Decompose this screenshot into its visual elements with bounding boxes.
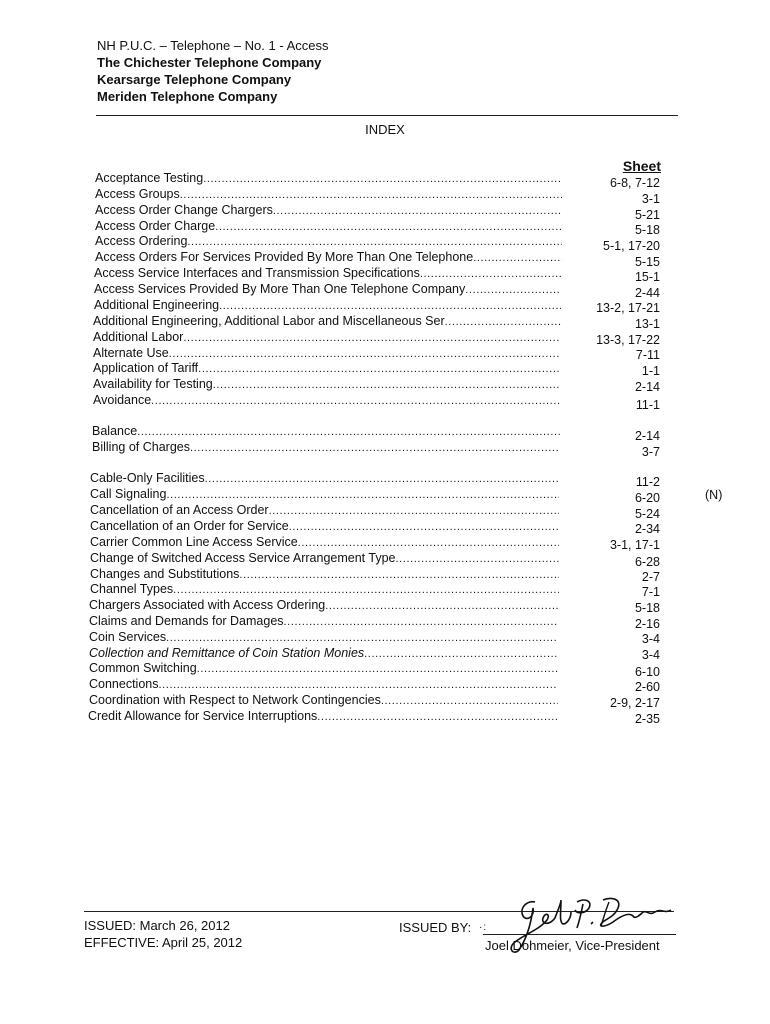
entry-sheet: 2-7: [641, 570, 660, 584]
index-entry: [90, 470, 559, 486]
company-name-kearsarge: Kearsarge Telephone Company: [97, 72, 292, 87]
entry-sheet: 6-20: [634, 491, 660, 505]
entry-sheet: 1-1: [641, 364, 660, 378]
index-entry: [95, 170, 562, 186]
dot-leader: [197, 662, 558, 676]
index-entry: [92, 423, 560, 439]
dot-leader: [151, 394, 561, 408]
entry-label: Acceptance Testing: [95, 171, 204, 185]
dot-leader: [166, 631, 558, 645]
entry-sheet: 13-2, 17-21: [596, 301, 660, 315]
entry-sheet: 7-1: [641, 585, 660, 599]
index-entry: [93, 345, 561, 361]
entry-sheet: 5-18: [634, 223, 660, 237]
entry-sheet: 5-1, 17-20: [603, 239, 660, 253]
issued-date: ISSUED: March 26, 2012: [84, 918, 230, 933]
entry-label: Access Services Provided By More Than One Telephone Company: [94, 282, 466, 296]
entry-label: Coordination with Respect to Network Contingencies: [89, 693, 381, 707]
dot-leader: [183, 331, 561, 345]
index-entry: [90, 534, 559, 550]
dot-leader: [325, 599, 558, 613]
entry-label: Access Ordering: [95, 234, 188, 248]
index-entry: [93, 360, 561, 376]
dot-leader: [381, 694, 558, 708]
issue-dates: [84, 917, 242, 951]
signer-name: Joel Dohmeier, Vice-President: [485, 938, 660, 953]
index-entry: [95, 186, 562, 202]
index-entry: [94, 265, 562, 281]
dot-leader: [205, 472, 559, 486]
dot-leader: [289, 520, 559, 534]
entry-label: Coin Services: [89, 630, 167, 644]
entry-label: Credit Allowance for Service Interruptions: [88, 709, 318, 723]
index-entry: [95, 218, 562, 234]
entry-sheet: 13-3, 17-22: [596, 333, 660, 347]
entry-sheet: 5-24: [634, 507, 660, 521]
entry-label: Billing of Charges: [92, 440, 190, 454]
dot-leader: [298, 536, 559, 550]
dot-leader: [159, 678, 559, 692]
index-entry: [93, 329, 561, 345]
entry-label: Additional Engineering, Additional Labor and Miscellaneous Ser: [93, 314, 445, 328]
index-entry: [93, 376, 561, 392]
dot-leader: [187, 235, 562, 249]
entry-sheet: 11-2: [635, 475, 660, 489]
company-name-meriden: Meriden Telephone Company: [97, 89, 278, 104]
change-note: (N): [705, 488, 723, 502]
dot-leader: [239, 568, 559, 582]
dot-leader: [284, 615, 558, 629]
entry-sheet: 7-11: [635, 348, 660, 362]
entry-label: Additional Labor: [93, 330, 184, 344]
entry-sheet: 5-15: [634, 255, 660, 269]
index-entry: [95, 202, 562, 218]
entry-label: Cancellation of an Order for Service: [90, 519, 289, 533]
entry-sheet: 2-16: [634, 617, 660, 631]
index-entry: [94, 281, 561, 297]
entry-label: Additional Engineering: [94, 298, 220, 312]
index-entry: [90, 581, 559, 597]
dot-leader: [396, 552, 560, 566]
dot-leader: [273, 204, 562, 218]
index-entry: [95, 233, 562, 249]
issued-by-label: ISSUED BY:: [399, 920, 472, 935]
entry-label: Call Signaling: [90, 487, 167, 501]
index-entry: [89, 660, 558, 676]
dot-leader: [420, 267, 562, 281]
dot-leader: [166, 488, 559, 502]
index-entry: [89, 613, 558, 629]
entry-sheet: 5-21: [634, 208, 660, 222]
index-entry: [89, 645, 558, 661]
entry-label: Chargers Associated with Access Ordering: [89, 598, 326, 612]
dot-leader: [169, 347, 561, 361]
entry-sheet: 3-1: [641, 192, 660, 206]
entry-label: Claims and Demands for Damages: [89, 614, 284, 628]
entry-sheet: 13-1: [634, 317, 660, 331]
entry-sheet: 2-35: [634, 712, 660, 726]
entry-sheet: 6-28: [634, 555, 660, 569]
index-entry: [95, 249, 562, 265]
dot-leader: [173, 583, 559, 597]
entry-label: Change of Switched Access Service Arrangement Type: [90, 551, 396, 565]
dot-leader: [473, 251, 562, 265]
index-entry: [90, 566, 559, 582]
company-name-chichester: The Chichester Telephone Company: [97, 55, 322, 70]
dot-leader: [198, 362, 561, 376]
entry-label: Application of Tariff: [93, 361, 199, 375]
entry-label: Collection and Remittance of Coin Station Monies: [89, 646, 365, 660]
dot-leader: [445, 315, 561, 329]
dot-leader: [215, 220, 562, 234]
index-entry: [94, 297, 561, 313]
index-entry: [90, 502, 559, 518]
entry-sheet: 5-18: [634, 601, 660, 615]
sheet-column-heading: Sheet: [622, 158, 661, 174]
entry-label: Cancellation of an Access Order: [90, 503, 269, 517]
entry-label: Changes and Substitutions: [90, 567, 240, 581]
entry-label: Connections: [89, 677, 159, 691]
index-entry: [93, 313, 561, 329]
entry-label: Alternate Use: [93, 346, 169, 360]
index-entry: [90, 518, 559, 534]
entry-sheet: 2-44: [634, 286, 660, 300]
entry-label: Carrier Common Line Access Service: [90, 535, 298, 549]
index-entry: [92, 439, 560, 455]
dot-leader: [364, 647, 558, 661]
entry-label: Avoidance: [93, 393, 152, 407]
entry-label: Access Service Interfaces and Transmission Specifications: [94, 266, 420, 280]
index-entry: [93, 392, 561, 408]
entry-label: Availability for Testing: [93, 377, 213, 391]
index-title: INDEX: [365, 122, 405, 137]
entry-label: Access Groups: [95, 187, 180, 201]
tariff-reference: NH P.U.C. – Telephone – No. 1 - Access: [97, 38, 329, 53]
entry-label: Access Order Charge: [95, 219, 216, 233]
index-entry: [89, 676, 558, 692]
dot-leader: [317, 710, 558, 724]
entry-sheet: 2-9, 2-17: [609, 696, 660, 710]
dot-leader: [180, 188, 562, 202]
index-entry: [88, 708, 558, 724]
dot-leader: [269, 504, 559, 518]
entry-sheet: 2-34: [634, 522, 660, 536]
dot-leader: [137, 425, 560, 439]
entry-label: Common Switching: [89, 661, 197, 675]
dot-leader: [190, 441, 560, 455]
entry-label: Cable-Only Facilities: [90, 471, 205, 485]
entry-sheet: 2-14: [634, 380, 660, 394]
dot-leader: [219, 299, 561, 313]
entry-sheet: 15-1: [634, 270, 660, 284]
dot-leader: [203, 172, 562, 186]
entry-sheet: 2-14: [634, 429, 660, 443]
entry-label: Access Orders For Services Provided By More Than One Telephone: [95, 250, 474, 264]
entry-sheet: 3-7: [641, 445, 660, 459]
index-entry: [90, 486, 559, 502]
entry-sheet: 2-60: [634, 680, 660, 694]
dot-leader: [213, 378, 561, 392]
entry-sheet: 3-4: [641, 648, 660, 662]
dot-leader: [465, 283, 561, 297]
index-entry: [90, 550, 559, 566]
entry-sheet: 11-1: [635, 398, 660, 412]
entry-sheet: 6-8, 7-12: [609, 176, 660, 190]
issued-by-leader: ·:: [479, 922, 488, 933]
effective-date: EFFECTIVE: April 25, 2012: [84, 935, 243, 950]
entry-label: Access Order Change Chargers: [95, 203, 273, 217]
entry-sheet: 3-4: [641, 632, 660, 646]
entry-label: Channel Types: [90, 582, 174, 596]
entry-sheet: 6-10: [634, 665, 660, 679]
index-entry: [89, 692, 558, 708]
entry-label: Balance: [92, 424, 138, 438]
index-entry: [89, 629, 558, 645]
index-entry: [89, 597, 558, 613]
entry-sheet: 3-1, 17-1: [609, 538, 660, 552]
